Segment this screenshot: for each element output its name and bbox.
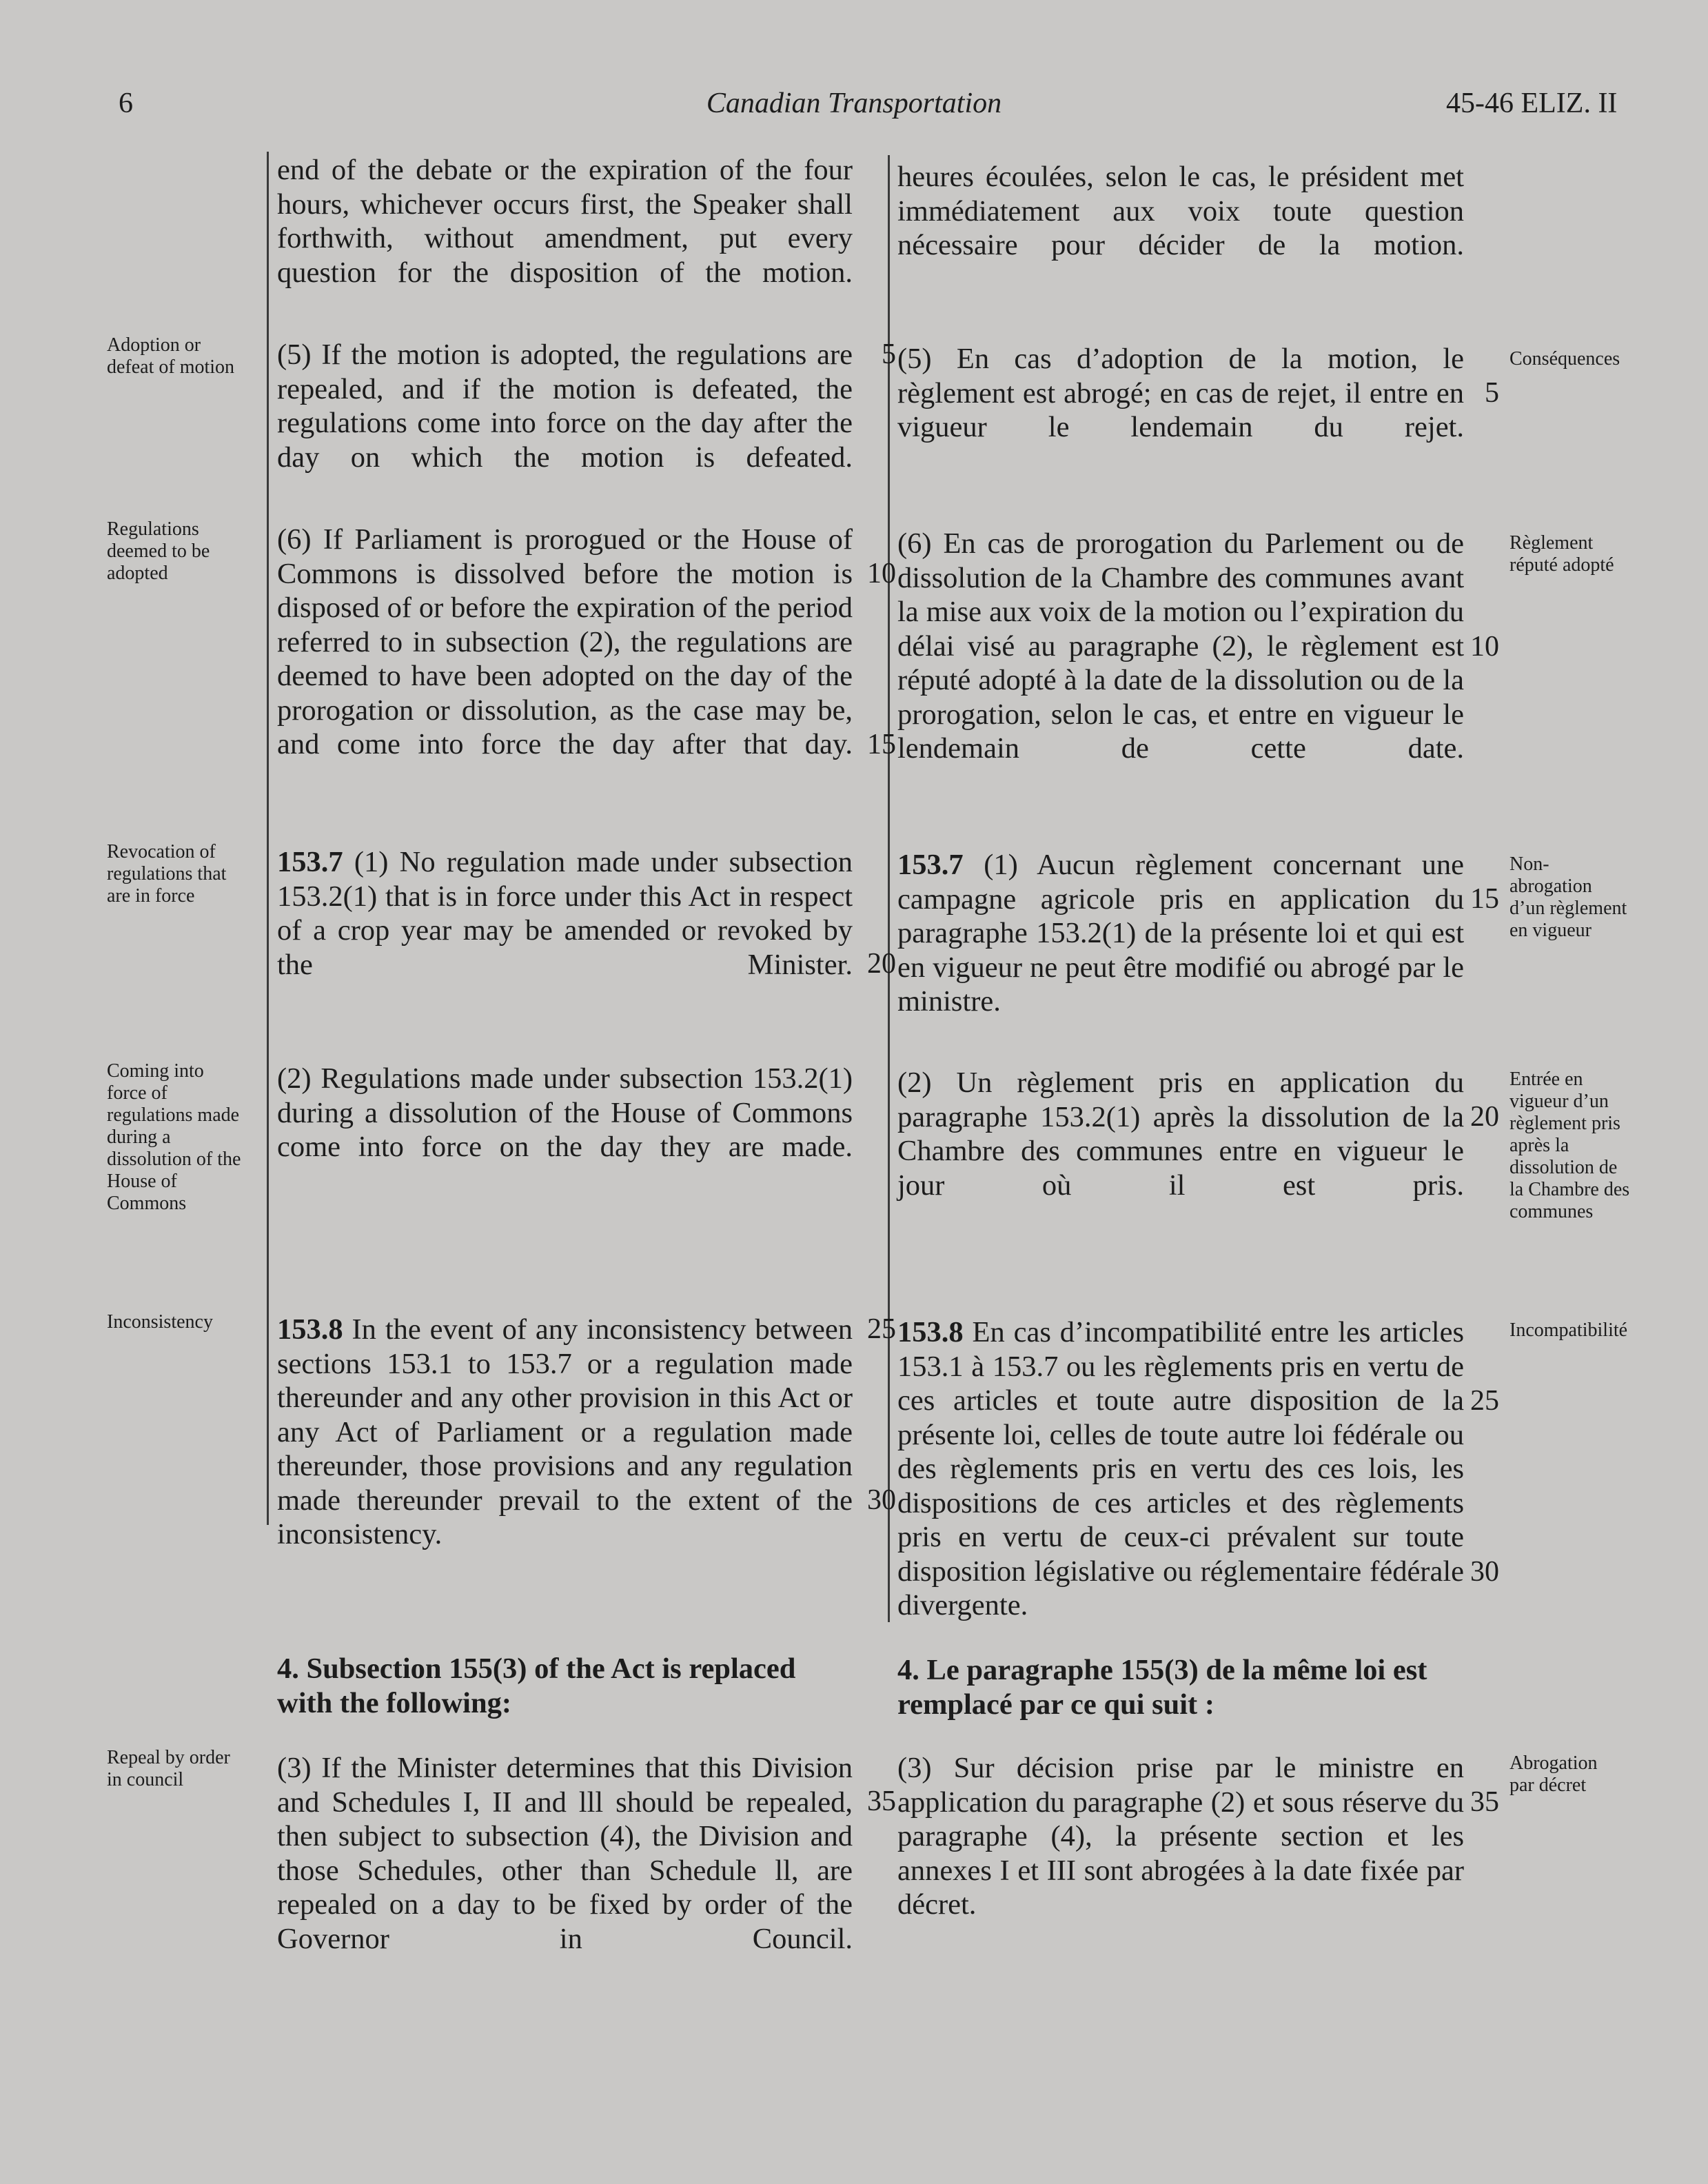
line-number: 35	[1470, 1786, 1499, 1818]
line-number: 5	[1485, 377, 1499, 409]
line-number: 15	[867, 729, 896, 760]
english-section-153-8	[277, 1313, 853, 1586]
margin-note-consequences: Conséquences	[1509, 348, 1620, 370]
margin-note-deemed-adopted: Regulations deemed to be adopted	[107, 518, 210, 584]
margin-note-revocation: Revocation of regulations that are in force	[107, 841, 227, 907]
section-text: (1) No regulation made under subsection 153.2(1) that is in force under this Act in respect of a crop year may be amended or revoked by the Minister.	[277, 846, 853, 981]
english-section-153-7	[277, 845, 853, 1016]
margin-note-non-abrogation: Non-abrogation d’un règlement en vigueur	[1509, 853, 1627, 941]
margin-note-inconsistency: Inconsistency	[107, 1311, 213, 1333]
section-number: 153.8	[897, 1316, 964, 1348]
section-number: 153.7	[277, 846, 343, 878]
line-number: 30	[1470, 1556, 1499, 1588]
french-paragraph-debate-end: heures écoulées, selon le cas, le président met immédiatement aux voix toute question nécessaire pour décider de la motion.	[897, 161, 1464, 261]
french-subsection-6: (6) En cas de prorogation du Parlement ou de dissolution de la Chambre des communes avant la mise aux voix de la motion ou l’expiration du délai visé au paragraphe (2), le règlement est réputé adopté à la date de la dissolution ou de la prorogation, selon le cas, et entre en vigueur le lendemain de cette date.	[897, 527, 1464, 765]
margin-note-adoption: Adoption or defeat of motion	[107, 334, 235, 378]
section-number: 153.7	[897, 849, 964, 881]
margin-note-entree-en-vigueur: Entrée en vigueur d’un règlement pris après la dissolution de la Chambre des communes	[1509, 1069, 1630, 1222]
english-subsection-5: (5) If the motion is adopted, the regulations are repealed, and if the motion is defeated, the regulations come into force on the day after the day on which the motion is defeated.	[277, 338, 853, 474]
french-section-153-7-2: (2) Un règlement pris en application du paragraphe 153.2(1) après la dissolution de la Chambre des communes entre en vigueur le jour où il est pris.	[897, 1066, 1464, 1202]
line-number: 30	[867, 1484, 896, 1516]
english-section-153-7-2: (2) Regulations made under subsection 153.2(1) during a dissolution of the House of Commons come into force on the day they are made.	[277, 1062, 853, 1163]
margin-note-coming-into-force: Coming into force of regulations made during a dissolution of the House of Commons	[107, 1060, 241, 1214]
margin-note-repeal: Repeal by order in council	[107, 1747, 230, 1790]
french-column-rule	[888, 155, 890, 1622]
line-number: 5	[882, 338, 896, 370]
line-number: 10	[867, 558, 896, 589]
french-subsection-5: (5) En cas d’adoption de la motion, le règlement est abrogé; en cas de rejet, il entre en vigueur le lendemain du rejet.	[897, 343, 1464, 443]
french-section-153-8	[897, 1315, 1464, 1657]
regnal-year: 45-46 ELIZ. II	[1446, 88, 1618, 119]
english-subsection-155-3: (3) If the Minister determines that this Division and Schedules I, II and lll should be repealed, then subject to subsection (4), the Division and those Schedules, other than Schedule ll, are repealed on a day to be fixed by order of the Governor in Council.	[277, 1752, 853, 1955]
english-paragraph-debate-end: end of the debate or the expiration of the four hours, whichever occurs first, the Speaker shall forthwith, without amendment, put every question for the disposition of the motion.	[277, 154, 853, 289]
line-number: 25	[867, 1313, 896, 1345]
line-number: 20	[1470, 1101, 1499, 1133]
english-subsection-6: (6) If Parliament is prorogued or the House of Commons is dissolved before the motion is disposed of or before the expiration of the period referred to in subsection (2), the regulations are deemed to have been adopted on the day of the prorogation or dissolution, as the case may be, and come into force the day after that day.	[277, 523, 853, 760]
french-section-153-7	[897, 848, 1464, 1053]
line-number: 15	[1470, 883, 1499, 915]
line-number: 10	[1470, 631, 1499, 663]
english-amending-clause-4: 4. Subsection 155(3) of the Act is replaced with the following:	[277, 1652, 796, 1719]
margin-note-reglement-repute: Règlement réputé adopté	[1509, 532, 1614, 576]
french-subsection-155-3: (3) Sur décision prise par le ministre en application du paragraphe (2) et sous réserve du paragraphe (4), la présente section et les annexes I et III sont abrogées à la date fixée par décret.	[897, 1752, 1464, 1921]
line-number: 20	[867, 948, 896, 980]
english-column-rule	[267, 152, 269, 1525]
line-number: 25	[1470, 1385, 1499, 1417]
section-number: 153.8	[277, 1313, 343, 1346]
french-amending-clause-4: 4. Le paragraphe 155(3) de la même loi est remplacé par ce qui suit :	[897, 1654, 1427, 1721]
section-text: (1) Aucun règlement concernant une campagne agricole pris en application du paragraphe 153.2(1) de la présente loi et qui est en vigueur ne peut être modifié ou abrogé par le ministre.	[897, 849, 1465, 1018]
running-title: Canadian Transportation	[706, 88, 1002, 119]
section-text: En cas d’incompatibilité entre les articles 153.1 à 153.7 ou les règlements pris en vertu de ces articles et toute autre disposition de la présente loi, celles de toute autre loi fédérale ou des règlements pris en vertu des ces lois, les dispositions de ces articles et des règlements pris en vertu de ceux-ci prévalent sur toute disposition législative ou réglementaire fédérale divergente.	[897, 1316, 1464, 1621]
line-number: 35	[867, 1786, 896, 1817]
margin-note-abrogation: Abrogation par décret	[1509, 1752, 1598, 1796]
margin-note-incompatibilite: Incompatibilité	[1509, 1320, 1628, 1341]
page-number: 6	[119, 88, 133, 119]
section-text: In the event of any inconsistency between sections 153.1 to 153.7 or a regulation made thereunder and any other provision in this Act or any Act of Parliament or a regulation made thereunder, those provisions and any regulation made thereunder prevail to the extent of the inconsistency.	[277, 1313, 853, 1550]
